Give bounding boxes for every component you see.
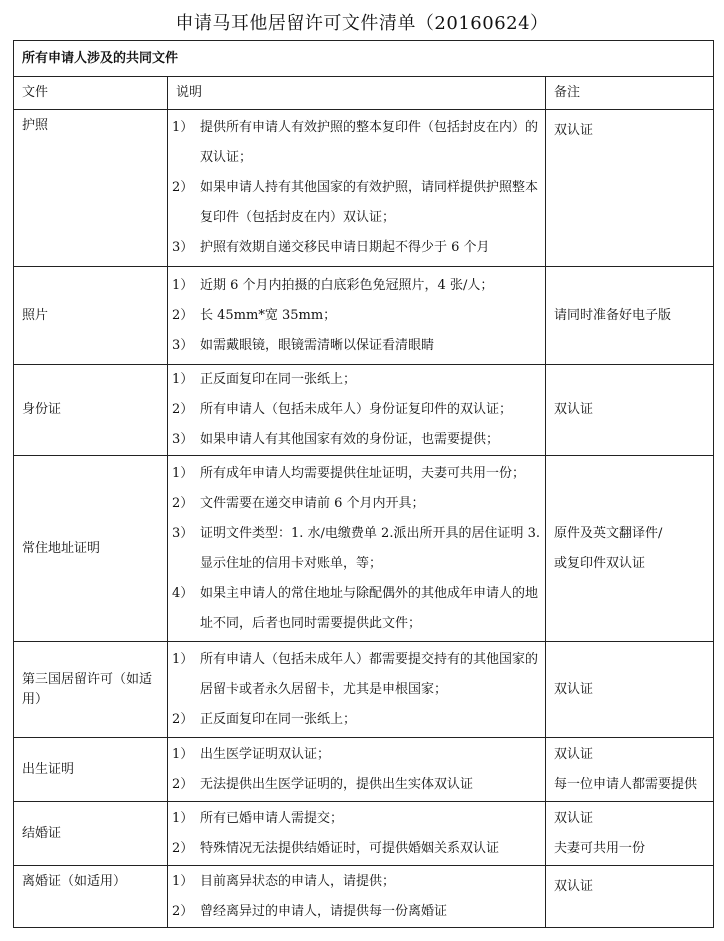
item-text: 无法提供出生医学证明的，提供出生实体双认证 <box>200 776 474 792</box>
description-cell <box>168 456 546 642</box>
item-text: 如果申请人持有其他国家的有效护照，请同样提供护照整本复印件（包括封皮在内）双认证； <box>200 180 539 225</box>
note-cell <box>546 802 714 866</box>
item-number: 2） <box>172 840 194 856</box>
description-cell <box>168 866 546 928</box>
document-name: 护照 <box>14 110 168 267</box>
description-cell <box>168 802 546 866</box>
item-number: 1） <box>172 651 194 667</box>
document-name: 结婚证 <box>14 802 168 866</box>
item-text: 如果申请人有其他国家有效的身份证，也需要提供； <box>200 432 500 447</box>
note-text: 每一位申请人都需要提供 <box>554 776 698 792</box>
description-item <box>172 365 545 395</box>
description-item <box>172 331 545 361</box>
description-item <box>172 459 545 489</box>
description-item <box>172 740 545 770</box>
item-text: 如果主申请人的常住地址与除配偶外的其他成年申请人的地址不同，后者也同时需要提供此文件； <box>200 585 539 631</box>
note-cell <box>546 110 714 267</box>
description-cell <box>168 110 546 267</box>
description-item <box>172 834 545 864</box>
column-header-notes: 备注 <box>546 77 714 110</box>
item-text: 所有成年申请人均需要提供住址证明，夫妻可共用一份； <box>200 465 526 481</box>
table-row <box>14 866 714 928</box>
table-row <box>14 110 714 267</box>
item-text: 正反面复印在同一张纸上； <box>200 711 357 727</box>
item-text: 文件需要在递交申请前 6 个月内开具； <box>200 495 425 511</box>
description-item <box>172 867 545 897</box>
item-text: 曾经离异过的申请人，请提供每一份离婚证 <box>200 903 448 919</box>
item-number: 1） <box>172 465 194 481</box>
page-title: 申请马耳他居留许可文件清单（20160624） <box>175 13 549 34</box>
item-text: 提供所有申请人有效护照的整本复印件（包括封皮在内）的双认证； <box>200 120 539 165</box>
item-number: 2） <box>172 711 194 727</box>
note-text: 双认证 <box>554 402 594 417</box>
description-cell <box>168 642 546 738</box>
description-item <box>172 301 545 331</box>
item-text: 正反面复印在同一张纸上； <box>200 372 357 387</box>
document-name: 常住地址证明 <box>14 456 168 642</box>
item-number: 2） <box>172 402 194 417</box>
note-text: 双认证 <box>554 810 594 826</box>
note-cell <box>546 738 714 802</box>
item-number: 1） <box>172 120 194 135</box>
description-cell <box>168 267 546 365</box>
note-text: 双认证 <box>554 681 594 697</box>
description-cell <box>168 738 546 802</box>
item-number: 3） <box>172 525 194 541</box>
description-item <box>172 271 545 301</box>
description-item <box>172 804 545 834</box>
description-cell <box>168 365 546 456</box>
note-text: 请同时准备好电子版 <box>554 307 672 323</box>
note-cell <box>546 866 714 928</box>
item-number: 2） <box>172 180 194 195</box>
document-checklist-table <box>13 40 714 928</box>
note-cell <box>546 267 714 365</box>
item-number: 1） <box>172 372 194 387</box>
item-number: 4） <box>172 585 194 601</box>
note-cell <box>546 456 714 642</box>
description-item <box>172 395 545 425</box>
description-item <box>172 113 545 173</box>
item-number: 3） <box>172 337 194 353</box>
note-text: 双认证 <box>554 879 594 894</box>
item-text: 近期 6 个月内拍摄的白底彩色免冠照片，4 张/人； <box>200 277 494 293</box>
table-row <box>14 738 714 802</box>
document-name: 身份证 <box>14 365 168 456</box>
table-row <box>14 642 714 738</box>
item-text: 出生医学证明双认证； <box>200 746 331 762</box>
note-text: 或复印件双认证 <box>554 555 646 571</box>
item-text: 目前离异状态的申请人，请提供； <box>200 873 396 889</box>
item-text: 特殊情况无法提供结婚证时，可提供婚姻关系双认证 <box>200 840 500 856</box>
table-row <box>14 365 714 456</box>
note-text: 夫妻可共用一份 <box>554 840 646 856</box>
item-number: 3） <box>172 432 194 447</box>
description-item <box>172 519 545 579</box>
note-text: 双认证 <box>554 123 594 138</box>
note-cell <box>546 365 714 456</box>
item-number: 2） <box>172 307 194 323</box>
item-text: 所有已婚申请人需提交； <box>200 810 344 826</box>
note-cell <box>546 642 714 738</box>
item-number: 1） <box>172 277 194 293</box>
column-header-document: 文件 <box>14 77 168 110</box>
item-number: 1） <box>172 746 194 762</box>
description-item <box>172 897 545 927</box>
item-number: 1） <box>172 810 194 826</box>
description-item <box>172 705 545 735</box>
item-number: 1） <box>172 873 194 889</box>
table-row <box>14 802 714 866</box>
section-header-row <box>14 41 714 77</box>
item-text: 证明文件类型：1. 水/电缴费单 2.派出所开具的居住证明 3. 显示住址的信用卡对账单，等； <box>200 525 540 571</box>
item-number: 2） <box>172 903 194 919</box>
column-header-description: 说明 <box>168 77 546 110</box>
description-item <box>172 233 545 263</box>
item-text: 如需戴眼镜，眼镜需清晰以保证看清眼睛 <box>200 337 435 353</box>
section-header: 所有申请人涉及的共同文件 <box>14 41 714 77</box>
table-row <box>14 456 714 642</box>
table-row <box>14 267 714 365</box>
description-item <box>172 645 545 705</box>
document-name: 离婚证（如适用） <box>14 866 168 928</box>
document-name: 出生证明 <box>14 738 168 802</box>
description-item <box>172 770 545 800</box>
item-text: 所有申请人（包括未成年人）都需要提交持有的其他国家的居留卡或者永久居留卡，尤其是申根国家； <box>200 651 539 697</box>
document-name: 照片 <box>14 267 168 365</box>
item-text: 护照有效期自递交移民申请日期起不得少于 6 个月 <box>200 240 490 255</box>
item-number: 3） <box>172 240 194 255</box>
description-item <box>172 489 545 519</box>
item-text: 长 45mm*宽 35mm； <box>200 307 337 323</box>
note-text: 双认证 <box>554 746 594 762</box>
document-name: 第三国居留许可（如适用） <box>14 642 168 738</box>
note-text: 原件及英文翻译件/ <box>554 525 663 541</box>
item-number: 2） <box>172 495 194 511</box>
description-item <box>172 173 545 233</box>
description-item <box>172 579 545 639</box>
item-number: 2） <box>172 776 194 792</box>
column-header-row <box>14 77 714 110</box>
item-text: 所有申请人（包括未成年人）身份证复印件的双认证； <box>200 402 513 417</box>
description-item <box>172 425 545 455</box>
